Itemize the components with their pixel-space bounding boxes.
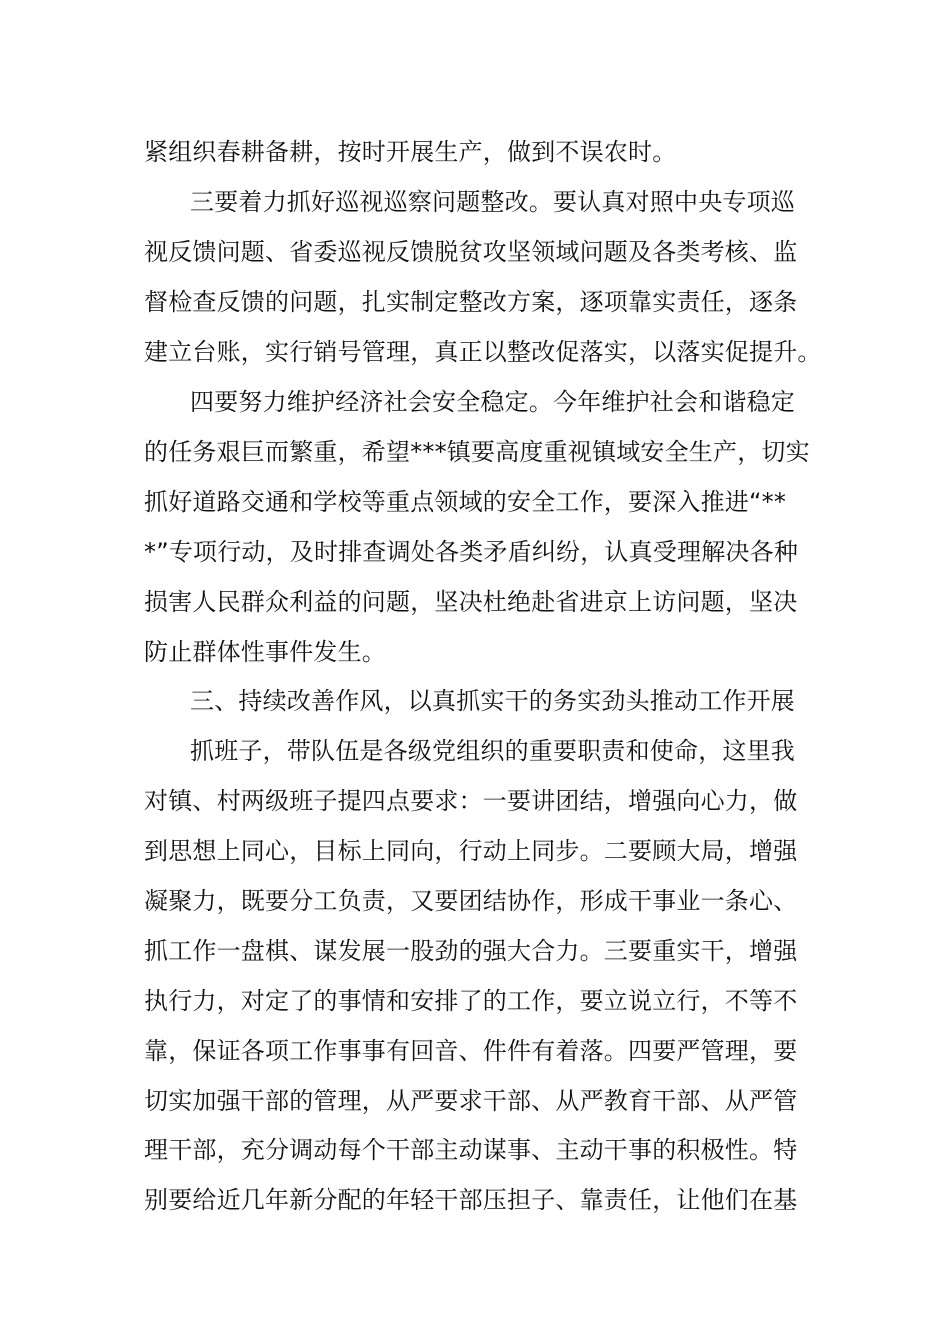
paragraph-line: 督检查反馈的问题，扎实制定整改方案，逐项靠实责任，逐条 <box>144 288 798 316</box>
section-heading: 三、持续改善作风，以真抓实干的务实劲头推动工作开展 <box>190 687 795 715</box>
paragraph-line: 到思想上同心，目标上同向，行动上同步。二要顾大局，增强 <box>144 837 798 865</box>
paragraph-line: 损害人民群众利益的问题，坚决杜绝赴省进京上访问题，坚决 <box>144 588 798 616</box>
paragraph-line: 抓班子，带队伍是各级党组织的重要职责和使命，这里我 <box>190 737 795 765</box>
paragraph-line: 抓工作一盘棋、谋发展一股劲的强大合力。三要重实干，增强 <box>144 937 798 965</box>
paragraph-line: 执行力，对定了的事情和安排了的工作，要立说立行，不等不 <box>144 987 798 1015</box>
paragraph-line: 对镇、村两级班子提四点要求：一要讲团结，增强向心力，做 <box>144 787 798 815</box>
paragraph-line: 凝聚力，既要分工负责，又要团结协作，形成干事业一条心、 <box>144 887 798 915</box>
paragraph-line: 建立台账，实行销号管理，真正以整改促落实，以落实促提升。 <box>144 338 822 366</box>
paragraph-line: 靠，保证各项工作事事有回音、件件有着落。四要严管理，要 <box>144 1037 798 1065</box>
paragraph-line: 抓好道路交通和学校等重点领域的安全工作，要深入推进“** <box>144 488 787 516</box>
paragraph-line: 的任务艰巨而繁重，希望***镇要高度重视镇域安全生产，切实 <box>144 438 810 466</box>
paragraph-line: 防止群体性事件发生。 <box>144 638 386 666</box>
paragraph-line: *”专项行动，及时排查调处各类矛盾纠纷，认真受理解决各种 <box>144 538 799 566</box>
paragraph-line: 切实加强干部的管理，从严要求干部、从严教育干部、从严管 <box>144 1087 798 1115</box>
paragraph-line: 紧组织春耕备耕，按时开展生产，做到不误农时。 <box>144 138 677 166</box>
paragraph-line: 视反馈问题、省委巡视反馈脱贫攻坚领域问题及各类考核、监 <box>144 238 798 266</box>
paragraph-line: 三要着力抓好巡视巡察问题整改。要认真对照中央专项巡 <box>190 188 795 216</box>
paragraph-line: 四要努力维护经济社会安全稳定。今年维护社会和谐稳定 <box>190 388 795 416</box>
paragraph-line: 理干部，充分调动每个干部主动谋事、主动干事的积极性。特 <box>144 1136 798 1164</box>
paragraph-line: 别要给近几年新分配的年轻干部压担子、靠责任，让他们在基 <box>144 1186 798 1214</box>
